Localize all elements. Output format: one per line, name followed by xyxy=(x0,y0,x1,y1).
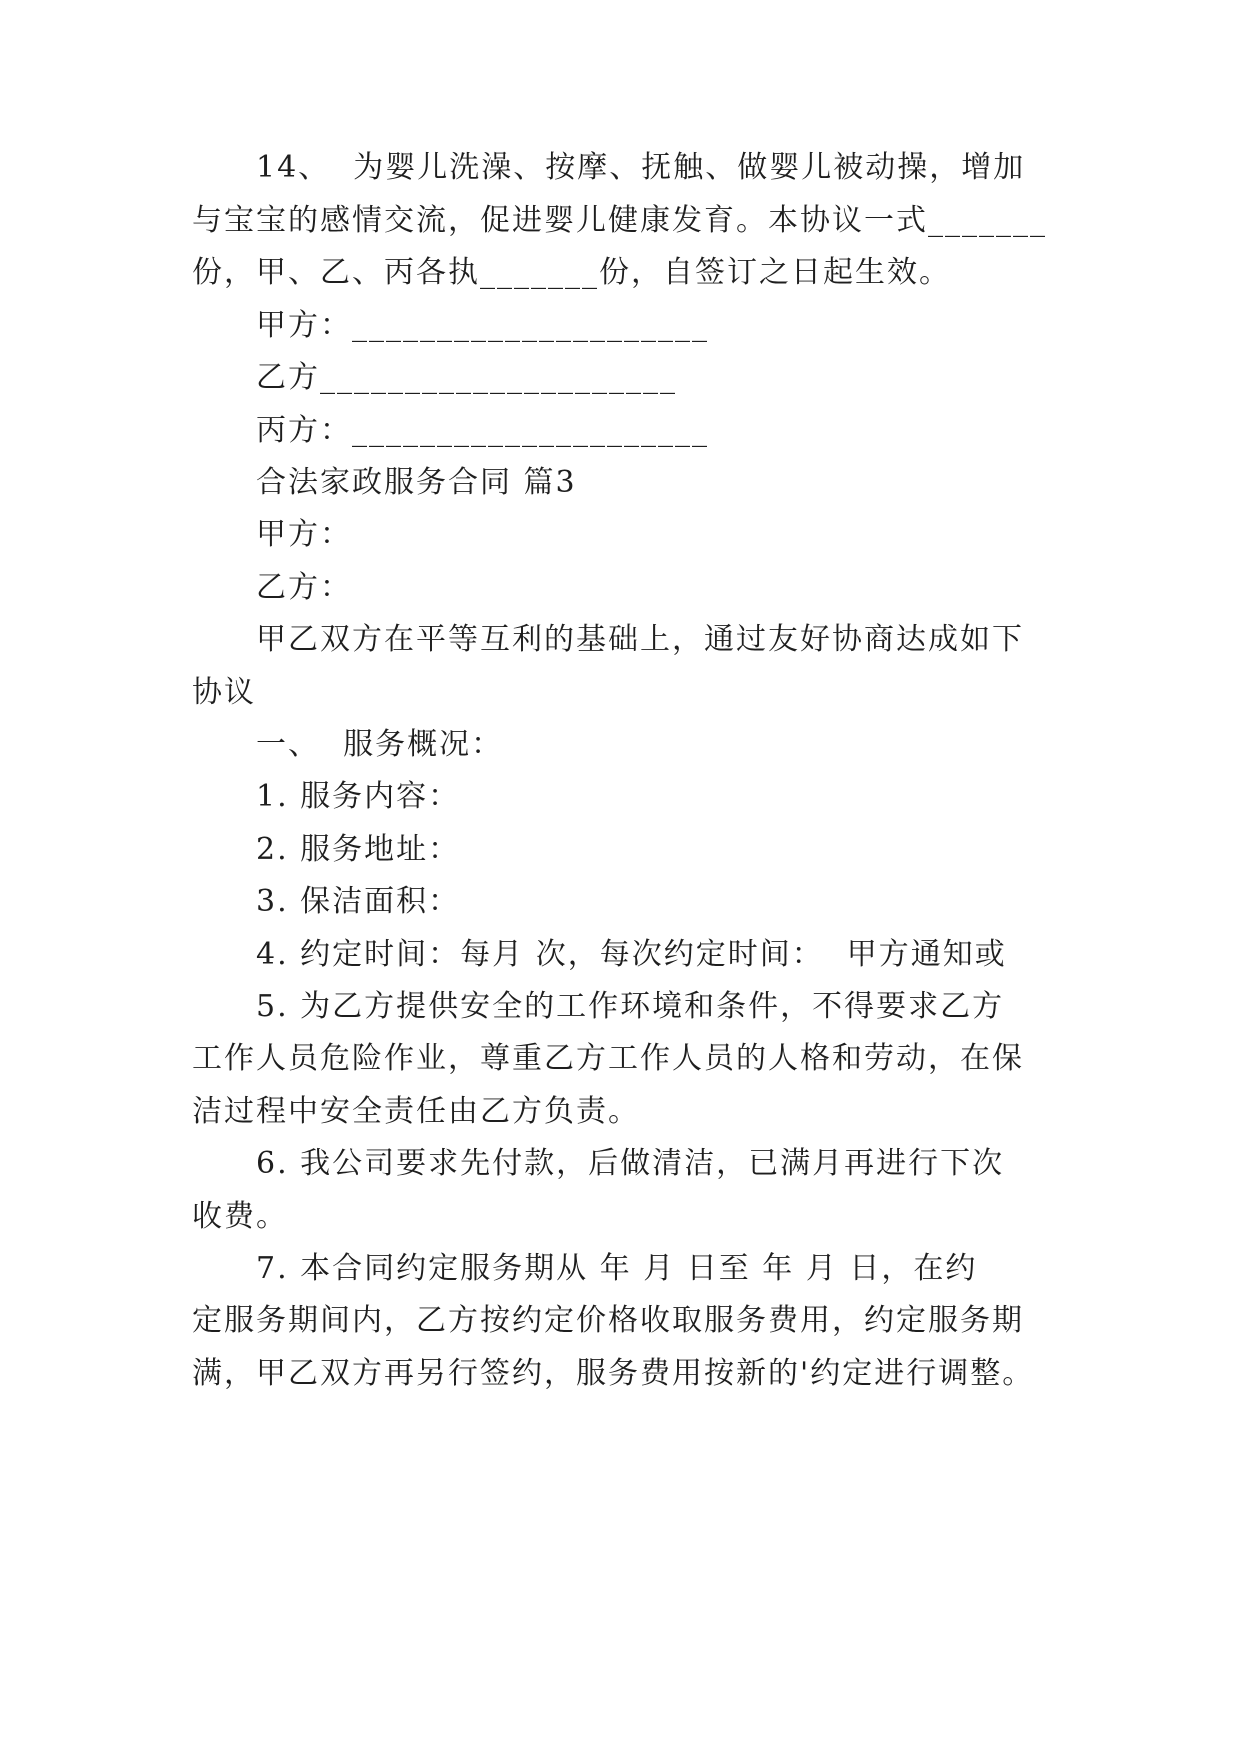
text-line: 14、 为婴儿洗澡、按摩、抚触、做婴儿被动操，增加 xyxy=(256,150,1026,185)
signature-line-party-c: 丙方：_____________________ xyxy=(256,413,709,448)
clause-item: 7. 本合同约定服务期从 年 月 日至 年 月 日，在约 xyxy=(256,1251,978,1286)
signature-line-party-a: 甲方：_____________________ xyxy=(256,308,709,343)
clause-item: 3. 保洁面积： xyxy=(256,884,461,919)
text-line: 甲乙双方在平等互利的基础上，通过友好协商达成如下 xyxy=(256,622,1024,657)
clause-item: 5. 为乙方提供安全的工作环境和条件，不得要求乙方 xyxy=(256,989,1005,1024)
text-line: 收费。 xyxy=(192,1199,288,1234)
text-line: 与宝宝的感情交流，促进婴儿健康发育。本协议一式_______ xyxy=(192,203,1047,238)
text-line: 工作人员危险作业，尊重乙方工作人员的人格和劳动，在保 xyxy=(192,1041,1024,1076)
party-a-label: 甲方： xyxy=(256,517,352,552)
text-line: 洁过程中安全责任由乙方负责。 xyxy=(192,1094,640,1129)
clause-heading: 一、 服务概况： xyxy=(256,727,504,762)
clause-item: 1. 服务内容： xyxy=(256,779,461,814)
text-line: 满，甲乙双方再另行签约，服务费用按新的'约定进行调整。 xyxy=(192,1356,1035,1391)
text-line: 份，甲、乙、丙各执_______份，自签订之日起生效。 xyxy=(192,255,951,290)
signature-line-party-b: 乙方_____________________ xyxy=(256,360,677,395)
text-line: 协议 xyxy=(192,675,256,710)
clause-item: 6. 我公司要求先付款，后做清洁，已满月再进行下次 xyxy=(256,1146,1005,1181)
party-b-label: 乙方： xyxy=(256,570,352,605)
clause-item: 2. 服务地址： xyxy=(256,832,461,867)
clause-item: 4. 约定时间：每月 次，每次约定时间： 甲方通知或 xyxy=(256,937,1007,972)
text-line: 定服务期间内，乙方按约定价格收取服务费用，约定服务期 xyxy=(192,1303,1024,1338)
section-title: 合法家政服务合同 篇3 xyxy=(256,465,577,500)
